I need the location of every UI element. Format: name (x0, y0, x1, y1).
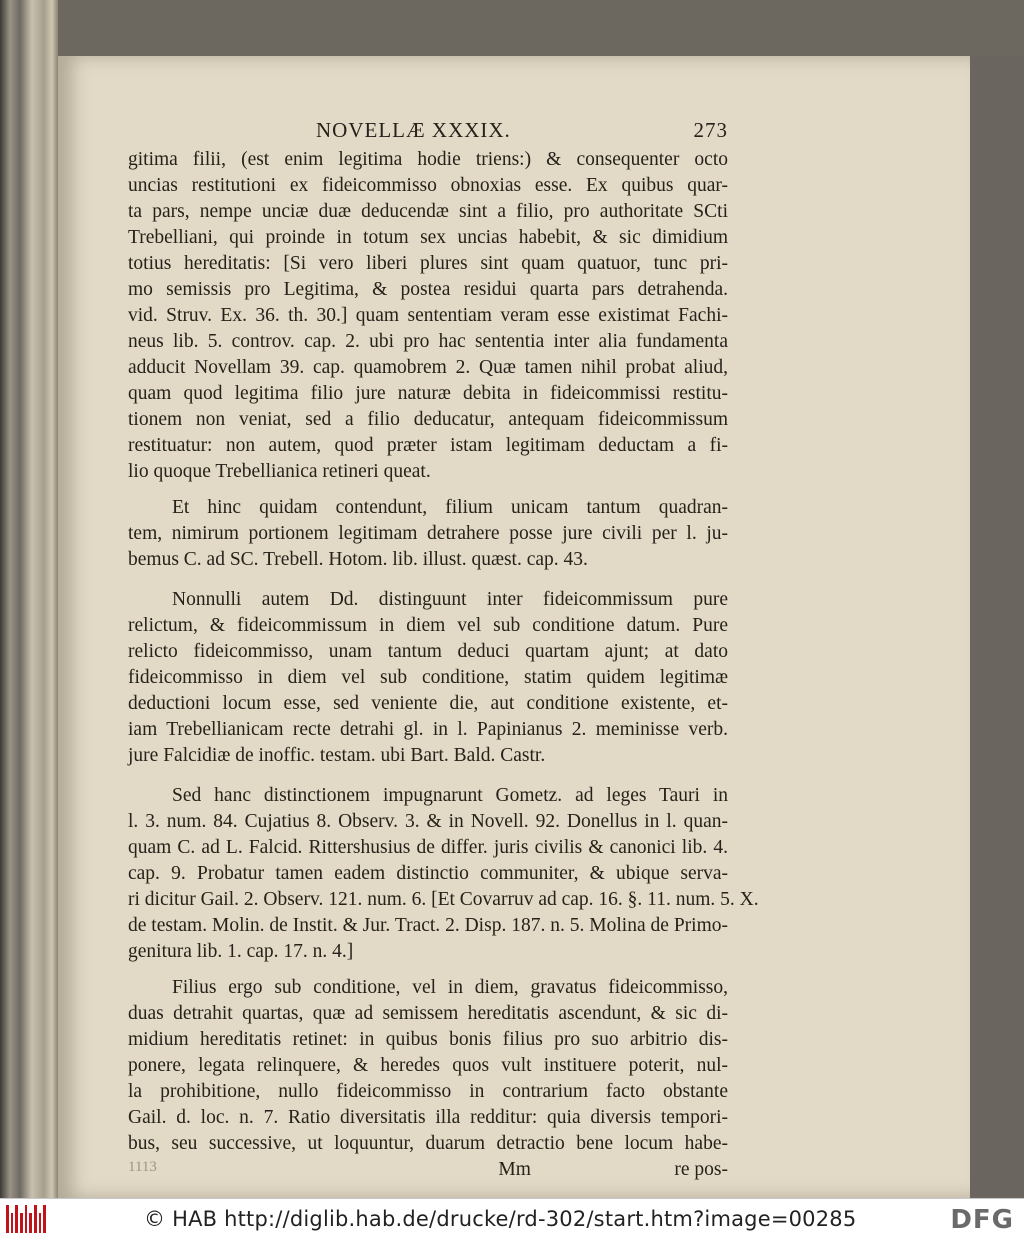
text-line: totius hereditatis: [Si vero liberi plures sint quam quatuor, tunc pri- (128, 253, 728, 274)
text-line: Sed hanc distinctionem impugnarunt Gometz. ad leges Tauri in (172, 785, 728, 806)
text-line: Nonnulli autem Dd. distinguunt inter fideicommissum pure (172, 589, 728, 610)
text-line: gitima filii, (est enim legitima hodie triens:) & consequenter octo (128, 149, 728, 170)
scan-background-right (970, 56, 1024, 1198)
text-line: jure Falcidiæ de inoffic. testam. ubi Bart. Bald. Castr. (128, 745, 546, 766)
text-line: quam quod legitima filio jure naturæ debita in fideicommissi restitu- (128, 383, 728, 404)
text-line: bus, seu successive, ut loquuntur, duarum detractio bene locum habe- (128, 1133, 728, 1154)
text-line: ri dicitur Gail. 2. Observ. 121. num. 6. [Et Covarruv ad cap. 16. §. 11. num. 5. X. (128, 889, 759, 910)
margin-mark: 1113 (128, 1159, 157, 1175)
page-text-block (128, 118, 759, 1181)
book-page-edges (0, 0, 58, 1198)
viewer-footer-bar (0, 1198, 1024, 1239)
text-line: ta pars, nempe unciæ duæ deducendæ sint a filio, pro authoritate SCti (128, 201, 728, 222)
text-line: neus lib. 5. controv. cap. 2. ubi pro hac sententia inter alia fundamenta (128, 331, 728, 352)
text-line: Trebelliani, qui proinde in totum sex uncias habebit, & sic dimidium (128, 227, 728, 248)
copyright-link[interactable]: © HAB http://diglib.hab.de/drucke/rd-302/start.htm?image=00285 (144, 1207, 857, 1231)
signature-mark: Mm (498, 1159, 531, 1180)
text-line: tem, nimirum portionem legitimam detrahere posse jure civili per l. ju- (128, 523, 728, 544)
dfg-logo[interactable]: DFG (950, 1205, 1014, 1235)
page-footer-line (128, 1159, 728, 1181)
paragraph-3 (128, 587, 728, 769)
paragraph-2 (128, 495, 728, 573)
text-line: quam C. ad L. Falcid. Rittershusius de differ. juris civilis & canonici lib. 4. (128, 837, 728, 858)
text-line: de testam. Molin. de Instit. & Jur. Tract. 2. Disp. 187. n. 5. Molina de Primo- (128, 915, 728, 936)
text-line: l. 3. num. 84. Cujatius 8. Observ. 3. & in Novell. 92. Donellus in l. quan- (128, 811, 728, 832)
text-line: deductioni locum esse, sed veniente die, aut conditione existente, et- (128, 693, 728, 714)
hab-logo-icon[interactable] (6, 1205, 46, 1233)
text-line: fideicommisso in diem vel sub conditione, statim quidem legitimæ (128, 667, 728, 688)
paragraph-1 (128, 147, 728, 485)
text-line: ponere, legata relinquere, & heredes quos vult instituere poterit, nul- (128, 1055, 728, 1076)
text-line: Filius ergo sub conditione, vel in diem, gravatus fideicommisso, (172, 977, 728, 998)
text-line: adducit Novellam 39. cap. quamobrem 2. Quæ tamen nihil probat aliud, (128, 357, 728, 378)
paragraph-5 (128, 975, 728, 1157)
page-number: 273 (693, 118, 728, 142)
scan-background-top (58, 0, 1024, 56)
text-line: uncias restitutioni ex fideicommisso obnoxias esse. Ex quibus quar- (128, 175, 728, 196)
text-line: genitura lib. 1. cap. 17. n. 4.] (128, 941, 354, 962)
text-line: midium hereditatis retinet: in quibus bonis filius pro suo arbitrio dis- (128, 1029, 728, 1050)
text-line: relictum, & fideicommissum in diem vel sub conditione datum. Pure (128, 615, 728, 636)
text-line: vid. Struv. Ex. 36. th. 30.] quam sententiam veram esse existimat Fachi- (128, 305, 728, 326)
text-line: lio quoque Trebellianica retineri queat. (128, 461, 431, 482)
text-line: cap. 9. Probatur tamen eadem distinctio communiter, & ubique serva- (128, 863, 728, 884)
text-line: mo semissis pro Legitima, & postea residui quarta pars detrahenda. (128, 279, 728, 300)
catchword: re pos- (674, 1159, 728, 1180)
text-line: la prohibitione, nullo fideicommisso in contrarium facto obstante (128, 1081, 728, 1102)
text-line: Et hinc quidam contendunt, filium unicam tantum quadran- (172, 497, 728, 518)
paragraph-4 (128, 783, 759, 965)
text-line: bemus C. ad SC. Trebell. Hotom. lib. illust. quæst. cap. 43. (128, 549, 588, 570)
text-line: duas detrahit quartas, quæ ad semissem hereditatis ascendunt, & sic di- (128, 1003, 728, 1024)
running-head-title: NOVELLÆ XXXIX. (316, 118, 511, 142)
running-head (128, 118, 728, 143)
text-line: tionem non veniat, sed a filio deducatur, antequam fideicommissum (128, 409, 728, 430)
text-line: iam Trebellianicam recte detrahi gl. in l. Papinianus 2. meminisse verb. (128, 719, 728, 740)
text-line: Gail. d. loc. n. 7. Ratio diversitatis illa redditur: quia diversis tempori- (128, 1107, 728, 1128)
text-line: restituatur: non autem, quod præter istam legitimam deductam a fi- (128, 435, 728, 456)
text-line: relicto fideicommisso, unam tantum deduci quartam ajunt; at dato (128, 641, 728, 662)
